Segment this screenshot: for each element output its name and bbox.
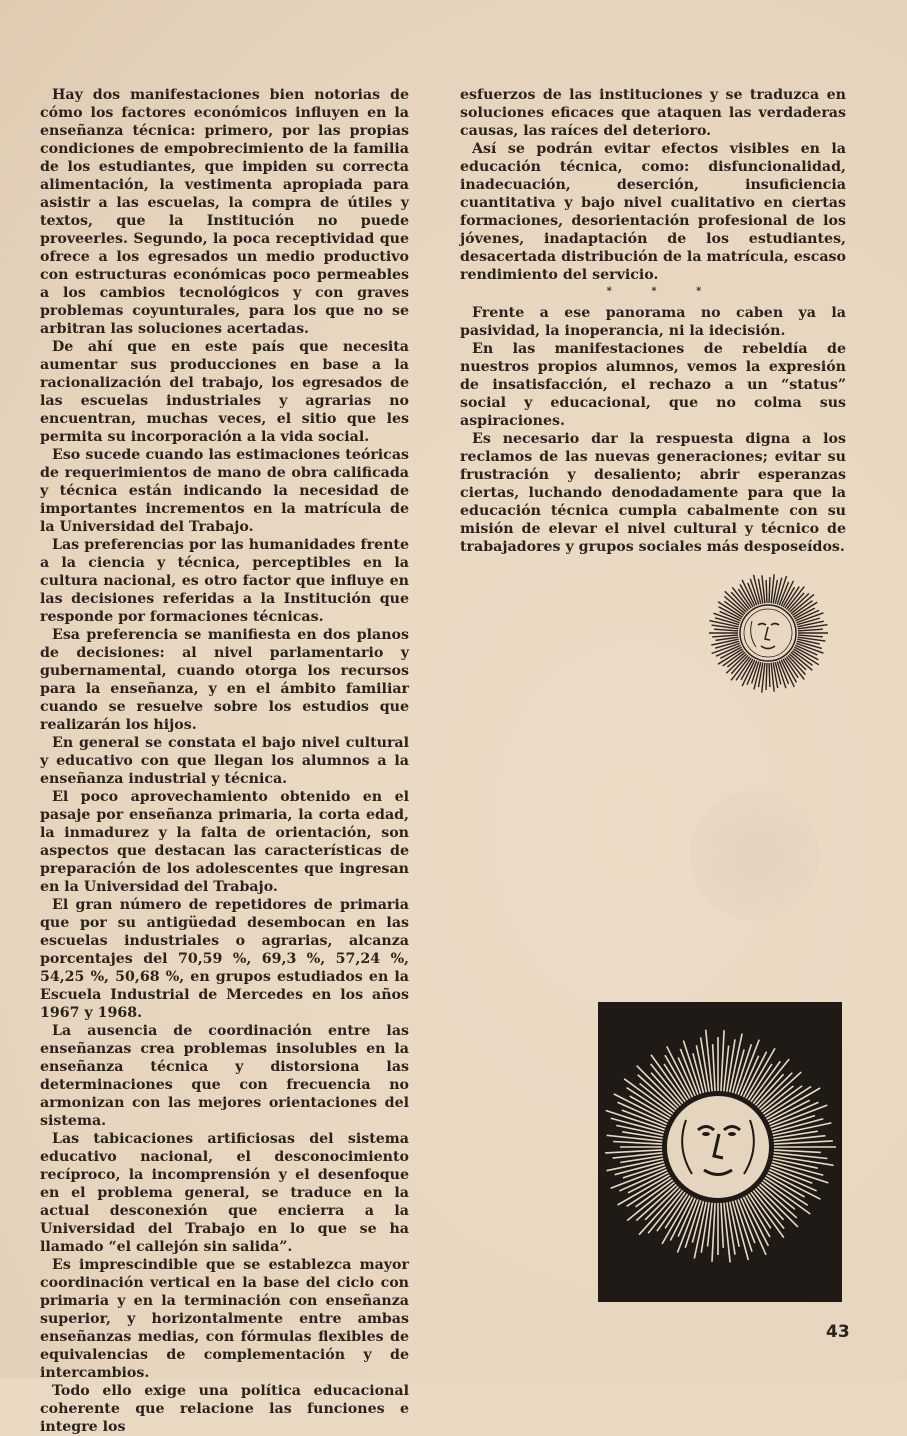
section-separator: * * *: [606, 286, 720, 297]
paragraph: El poco aprovechamiento obtenido en el pasaje por enseñanza primaria, la corta edad, la inmadurez y la falta de orientación, son aspectos que destacan las características de preparación de los adolescentes que ingresan en la Universidad del Trabajo.: [40, 789, 409, 895]
sun-illustration-small: [706, 571, 830, 695]
paragraph: En las manifestaciones de rebeldía de nuestros propios alumnos, vemos la expresión de insatisfacción, el rechazo a un “status” social y educacional, que no colma sus aspiraciones.: [460, 341, 846, 429]
sun-ray: [766, 580, 767, 603]
page-number: 43: [826, 1322, 850, 1342]
left-column: [40, 86, 409, 1436]
paragraph: El gran número de repetidores de primaria que por su antigüedad desembocan en las escuelas industriales o agrarias, alcanza porcentajes del 70,59 %, 69,3 %, 57,24 %, 54,25 %, 50,68 %, en grupos estudiados en la Escuela Industrial de Mercedes en los años 1967 y 1968.: [40, 897, 409, 1021]
right-column: [460, 86, 846, 556]
sun-ray: [712, 635, 738, 637]
sun-ray: [714, 629, 738, 631]
paragraph: Hay dos manifestaciones bien notorias de cómo los factores económicos influyen en la enseñanza técnica: primero, por las propias condiciones de empobrecimiento de la familia de los estudiantes, que impiden su correcta alimentación, la vestimenta apropiada para asistir a las escuelas, la compra de útiles y textos, que la Institución no puede proveerles. Segundo, la poca receptividad que ofrece a los egresados un medio productivo con estructuras económicas poco permeables a los cambios tecnológicos y con graves problemas coyunturales, para los que no se arbitran las soluciones acertadas.: [40, 87, 409, 337]
sun-ray: [766, 663, 767, 690]
paragraph: Así se podrán evitar efectos visibles en la educación técnica, como: disfuncionalidad, inadecuación, deserción, insuficiencia cuantitativa y bajo nivel cualitativo en ciertas formaciones, desorientación profesional de los jóvenes, inadaptación de los estudiantes, desacertada distribución de la matrícula, escaso rendimiento del servicio.: [460, 141, 846, 283]
paragraph: Las tabicaciones artificiosas del sistema educativo nacional, el desconocimiento recíproco, la incomprensión y el desenfoque en el problema general, se traduce en la actual desconexión que encierra a la Universidad del Trabajo en lo que se ha llamado “el callejón sin salida”.: [40, 1131, 409, 1255]
paragraph: Frente a ese panorama no caben ya la pasividad, la inoperancia, ni la idecisión.: [460, 305, 846, 339]
paragraph: Es imprescindible que se establezca mayor coordinación vertical en la base del ciclo con primaria y en la terminación con enseñanza superior, y horizontalmente entre ambas enseñanzas medias, con fórmulas flexibles de equivalencias de complementación y de intercambios.: [40, 1257, 409, 1381]
sun-ray: [790, 654, 807, 670]
sun-ray: [798, 635, 823, 637]
paragraph: Todo ello exige una política educacional coherente que relacione las funciones e integre los: [40, 1383, 409, 1435]
paragraph: Eso sucede cuando las estimaciones teóricas de requerimientos de mano de obra calificada y técnica están indicando la necesidad de importantes incrementos en la matrícula de la Universidad del Trabajo.: [40, 447, 409, 535]
sun-ray: [769, 577, 770, 603]
paragraph: De ahí que en este país que necesita aumentar sus producciones en base a la racionalización del trabajo, los egresados de las escuelas industriales y agrarias no encuentran, muchas veces, el sitio que les permita su incorporación a la vida social.: [40, 339, 409, 445]
sun-illustration-large: [598, 1002, 842, 1302]
paragraph: esfuerzos de las instituciones y se traduzca en soluciones eficaces que ataquen las verdaderas causas, las raíces del deterioro.: [460, 87, 846, 139]
paragraph: La ausencia de coordinación entre las enseñanzas crea problemas insolubles en la enseñanza técnica y distorsiona las determinaciones que con frecuencia no armonizan con las mejores orientaciones del sistema.: [40, 1023, 409, 1129]
faded-show-through: [690, 790, 820, 920]
paragraph: Las preferencias por las humanidades frente a la ciencia y técnica, perceptibles en la cultura nacional, es otro factor que influye en las decisiones referidas a la Institución que responde por formaciones técnicas.: [40, 537, 409, 625]
sun-ray: [798, 629, 823, 631]
paragraph: En general se constata el bajo nivel cultural y educativo con que llegan los alumnos a la enseñanza industrial y técnica.: [40, 735, 409, 787]
paragraph: Es necesario dar la respuesta digna a los reclamos de las nuevas generaciones; evitar su frustración y desaliento; abrir esperanzas ciertas, luchando denodadamente para que la educación técnica cumpla cabalmente con su misión de elevar el nivel cultural y técnico de trabajadores y grupos sociales más desposeídos.: [460, 431, 846, 555]
paragraph: Esa preferencia se manifiesta en dos planos de decisiones: al nivel parlamentario y gubernamental, cuando otorga los recursos para la enseñanza, y en el ámbito familiar cuando se resuelve sobre los estudios que realizarán los hijos.: [40, 627, 409, 733]
sun-ray: [769, 663, 770, 687]
